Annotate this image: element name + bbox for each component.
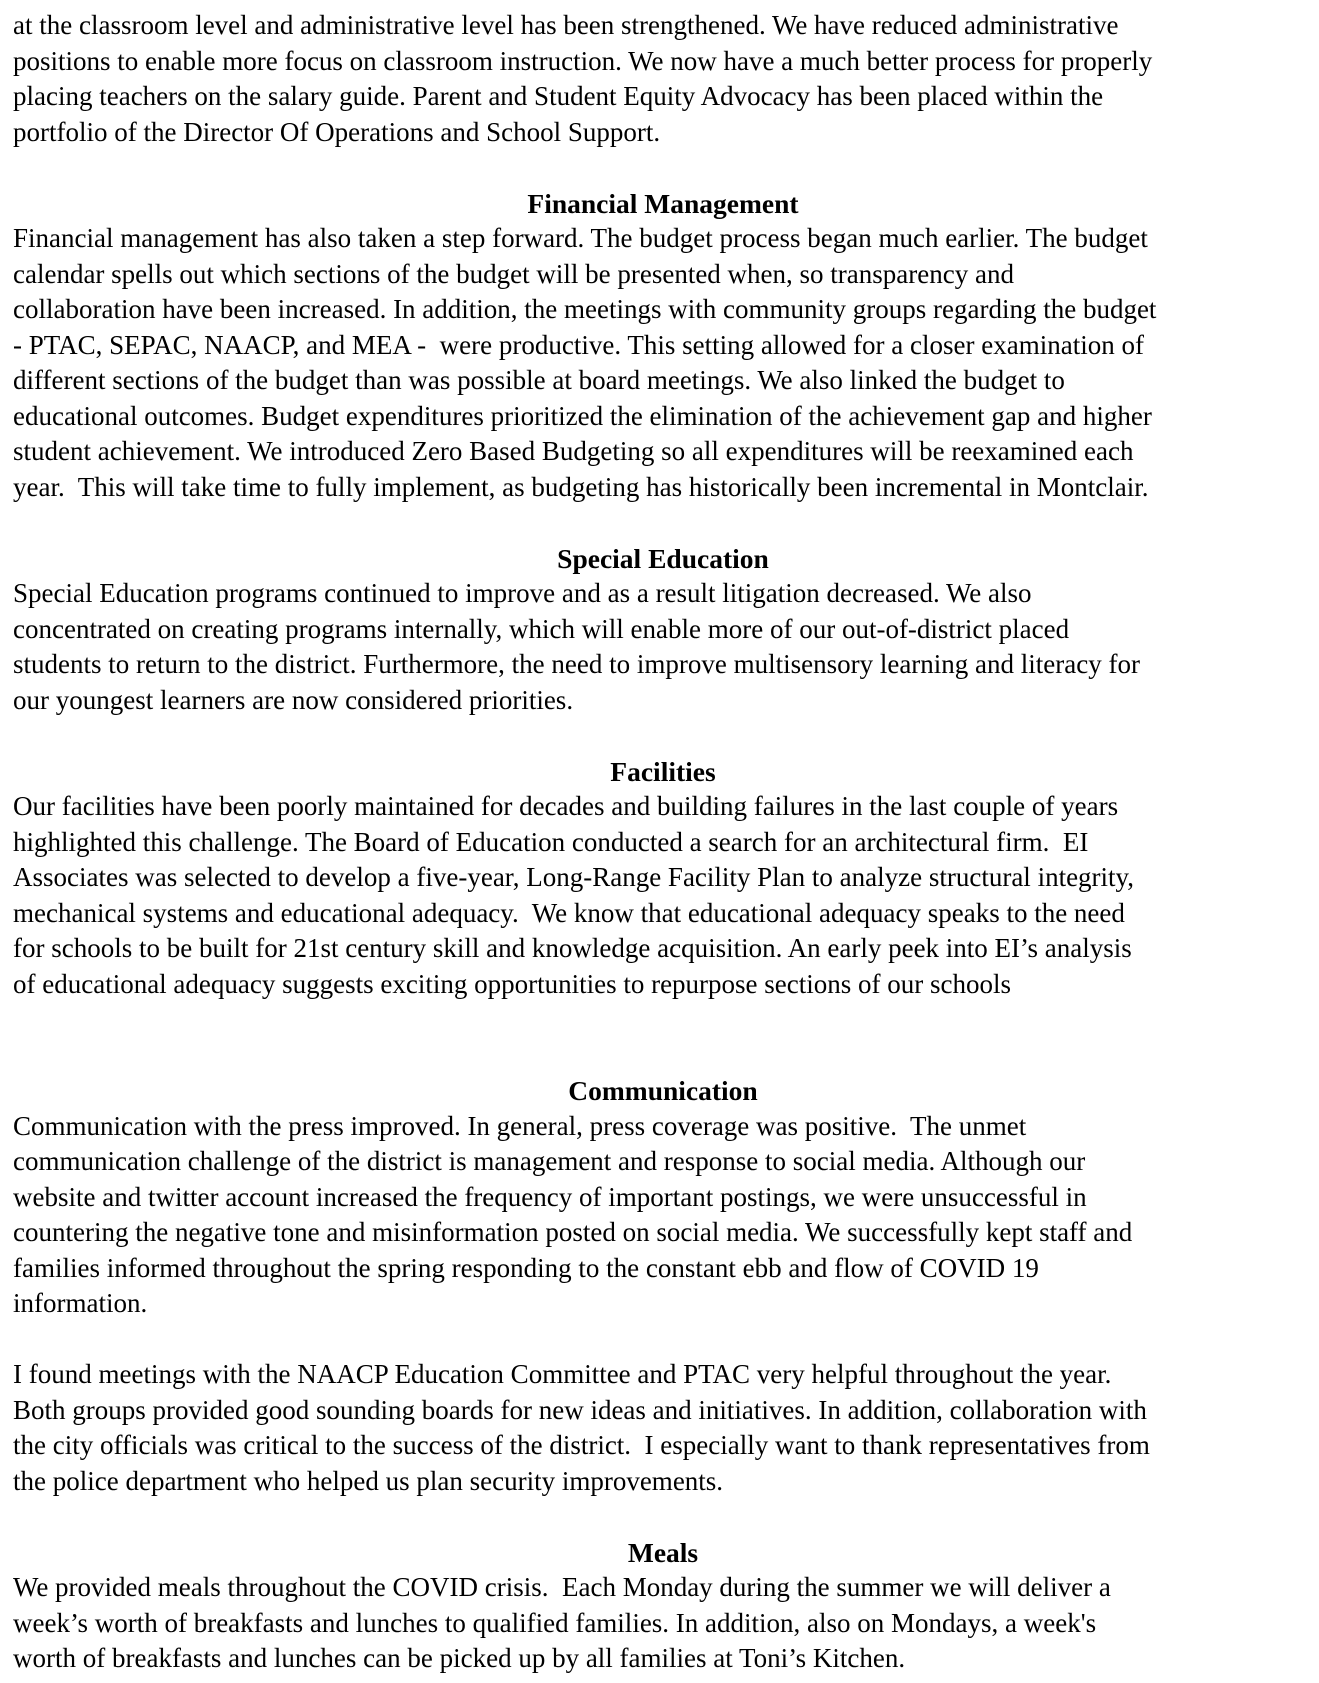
text-line: the police department who helped us plan security improvements. bbox=[13, 1465, 724, 1496]
text-line: - PTAC, SEPAC, NAACP, and MEA - were productive. This setting allowed for a closer examination of bbox=[13, 329, 1144, 360]
community-meetings-paragraph bbox=[13, 1357, 1313, 1499]
financial-management-paragraph bbox=[13, 221, 1313, 505]
text-line: communication challenge of the district is management and response to social media. Although our bbox=[13, 1146, 1086, 1176]
text-line: mechanical systems and educational adequacy. We know that educational adequacy speaks to the need bbox=[13, 897, 1125, 928]
text-line: families informed throughout the spring responding to the constant ebb and flow of COVID 19 bbox=[13, 1252, 1039, 1283]
text-line: information. bbox=[13, 1288, 148, 1318]
facilities-heading: Facilities bbox=[610, 755, 716, 787]
text-line: Communication with the press improved. In general, press coverage was positive. The unmet bbox=[13, 1110, 1027, 1141]
continuation-paragraph bbox=[13, 8, 1313, 150]
facilities-paragraph bbox=[13, 789, 1313, 1002]
text-line: of educational adequacy suggests exciting opportunities to repurpose sections of our schools bbox=[13, 968, 1012, 999]
communication-paragraph bbox=[13, 1109, 1313, 1322]
text-line: students to return to the district. Furthermore, the need to improve multisensory learning and literacy for bbox=[13, 649, 1140, 679]
text-line: calendar spells out which sections of the budget will be presented when, so transparency and bbox=[13, 258, 1014, 289]
text-line: worth of breakfasts and lunches can be picked up by all families at Toni’s Kitchen. bbox=[13, 1643, 906, 1673]
meals-paragraph bbox=[13, 1570, 1313, 1677]
financial-management-heading: Financial Management bbox=[527, 187, 799, 219]
special-education-paragraph bbox=[13, 576, 1313, 718]
text-line: placing teachers on the salary guide. Parent and Student Equity Advocacy has been placed within the bbox=[13, 81, 1104, 111]
text-line: We provided meals throughout the COVID crisis. Each Monday during the summer we will deliver a bbox=[13, 1572, 1111, 1602]
text-line: Financial management has also taken a step forward. The budget process began much earlier. The budget bbox=[13, 223, 1148, 253]
text-line: positions to enable more focus on classroom instruction. We now have a much better process for properly bbox=[13, 45, 1153, 76]
text-line: concentrated on creating programs internally, which will enable more of our out-of-district placed bbox=[13, 613, 1070, 644]
text-line: week’s worth of breakfasts and lunches to qualified families. In addition, also on Mondays, a week's bbox=[13, 1607, 1097, 1638]
text-line: Special Education programs continued to improve and as a result litigation decreased. We also bbox=[13, 578, 1032, 608]
text-line: portfolio of the Director Of Operations and School Support. bbox=[13, 116, 661, 147]
text-line: Both groups provided good sounding boards for new ideas and initiatives. In addition, collaboration with bbox=[13, 1394, 1147, 1425]
text-line: highlighted this challenge. The Board of Education conducted a search for an architectural firm. EI bbox=[13, 826, 1089, 857]
text-line: at the classroom level and administrative level has been strengthened. We have reduced administrative bbox=[13, 10, 1119, 40]
text-line: collaboration have been increased. In addition, the meetings with community groups regarding the budget bbox=[13, 294, 1157, 324]
text-line: countering the negative tone and misinformation posted on social media. We successfully kept staff and bbox=[13, 1217, 1133, 1247]
text-line: our youngest learners are now considered priorities. bbox=[13, 684, 574, 715]
text-line: the city officials was critical to the success of the district. I especially want to thank representatives from bbox=[13, 1430, 1150, 1460]
text-line: Associates was selected to develop a five-year, Long-Range Facility Plan to analyze structural integrity, bbox=[13, 862, 1135, 892]
meals-heading: Meals bbox=[627, 1536, 699, 1568]
text-line: educational outcomes. Budget expenditures prioritized the elimination of the achievement gap and higher bbox=[13, 400, 1152, 431]
text-line: student achievement. We introduced Zero Based Budgeting so all expenditures will be reexamined each bbox=[13, 436, 1134, 466]
text-line: Our facilities have been poorly maintained for decades and building failures in the last couple of years bbox=[13, 791, 1119, 821]
text-line: year. This will take time to fully implement, as budgeting has historically been incremental in Montclair. bbox=[13, 471, 1149, 502]
text-line: for schools to be built for 21st century skill and knowledge acquisition. An early peek into EI’s analysis bbox=[13, 933, 1132, 963]
text-line: website and twitter account increased the frequency of important postings, we were unsuccessful in bbox=[13, 1181, 1087, 1212]
text-line: I found meetings with the NAACP Education Committee and PTAC very helpful throughout the year. bbox=[13, 1359, 1112, 1389]
communication-heading: Communication bbox=[568, 1075, 758, 1106]
special-education-heading: Special Education bbox=[557, 542, 769, 574]
text-line: different sections of the budget than was possible at board meetings. We also linked the budget to bbox=[13, 365, 1065, 395]
